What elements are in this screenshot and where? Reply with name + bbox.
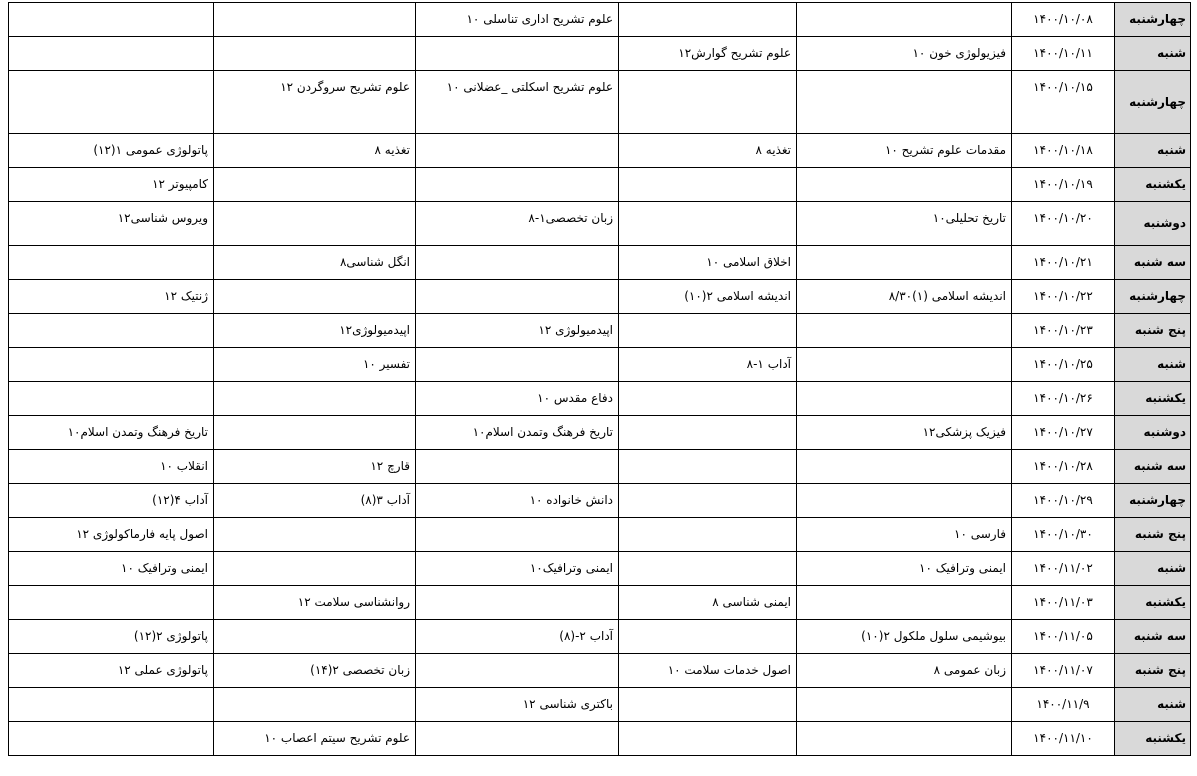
course-cell: علوم تشریح اداری تناسلی ۱۰	[416, 3, 619, 37]
table-row	[9, 450, 1191, 484]
course-cell: ژنتیک ۱۲	[9, 280, 214, 314]
course-cell	[214, 518, 416, 552]
table-row	[9, 654, 1191, 688]
course-cell	[797, 722, 1012, 756]
weekday-cell: چهارشنبه	[1115, 3, 1191, 37]
weekday-cell: یکشنبه	[1115, 168, 1191, 202]
course-cell	[9, 348, 214, 382]
table-row	[9, 37, 1191, 71]
course-cell	[619, 416, 797, 450]
course-cell	[619, 688, 797, 722]
course-cell: فیزیک پزشکی۱۲	[797, 416, 1012, 450]
course-cell	[797, 348, 1012, 382]
date-cell: ۱۴۰۰/۱۰/۳۰	[1012, 518, 1115, 552]
table-row	[9, 620, 1191, 654]
course-cell	[416, 586, 619, 620]
table-row	[9, 3, 1191, 37]
course-cell: قارچ ۱۲	[214, 450, 416, 484]
course-cell	[416, 134, 619, 168]
table-row	[9, 168, 1191, 202]
course-cell	[619, 518, 797, 552]
course-cell	[9, 722, 214, 756]
course-cell: علوم تشریح سروگردن ۱۲	[214, 71, 416, 134]
course-cell	[416, 246, 619, 280]
weekday-cell: یکشنبه	[1115, 382, 1191, 416]
weekday-cell: شنبه	[1115, 37, 1191, 71]
course-cell: علوم تشریح گوارش۱۲	[619, 37, 797, 71]
weekday-cell: یکشنبه	[1115, 722, 1191, 756]
table-row	[9, 382, 1191, 416]
course-cell: فارسی ۱۰	[797, 518, 1012, 552]
course-cell	[619, 71, 797, 134]
course-cell	[797, 71, 1012, 134]
course-cell: پاتولوژی ۲(۱۲)	[9, 620, 214, 654]
course-cell: آداب ۱-۸	[619, 348, 797, 382]
course-cell	[9, 71, 214, 134]
date-cell: ۱۴۰۰/۱۱/۰۳	[1012, 586, 1115, 620]
date-cell: ۱۴۰۰/۱۰/۲۲	[1012, 280, 1115, 314]
course-cell	[416, 654, 619, 688]
date-cell: ۱۴۰۰/۱۰/۲۹	[1012, 484, 1115, 518]
weekday-cell: پنج شنبه	[1115, 518, 1191, 552]
course-cell: ویروس شناسی۱۲	[9, 202, 214, 246]
course-cell	[416, 280, 619, 314]
course-cell	[619, 722, 797, 756]
course-cell: تغذیه ۸	[619, 134, 797, 168]
course-cell	[619, 382, 797, 416]
weekday-cell: دوشنبه	[1115, 416, 1191, 450]
course-cell: دفاع مقدس ۱۰	[416, 382, 619, 416]
weekday-cell: شنبه	[1115, 552, 1191, 586]
course-cell	[214, 202, 416, 246]
course-cell: فیزیولوژی خون ۱۰	[797, 37, 1012, 71]
weekday-cell: سه شنبه	[1115, 450, 1191, 484]
course-cell: مقدمات علوم تشریح ۱۰	[797, 134, 1012, 168]
course-cell	[797, 314, 1012, 348]
course-cell	[416, 518, 619, 552]
course-cell: علوم تشریح اسکلتی _عضلانی ۱۰	[416, 71, 619, 134]
weekday-cell: چهارشنبه	[1115, 484, 1191, 518]
course-cell: ایمنی وترافیک ۱۰	[797, 552, 1012, 586]
weekday-cell: چهارشنبه	[1115, 280, 1191, 314]
course-cell	[416, 37, 619, 71]
course-cell: تفسیر ۱۰	[214, 348, 416, 382]
weekday-cell: شنبه	[1115, 348, 1191, 382]
course-cell	[619, 620, 797, 654]
course-cell	[619, 314, 797, 348]
table-row	[9, 586, 1191, 620]
course-cell: اصول پایه فارماکولوژی ۱۲	[9, 518, 214, 552]
course-cell: تاریخ فرهنگ وتمدن اسلام۱۰	[416, 416, 619, 450]
course-cell: روانشناسی سلامت ۱۲	[214, 586, 416, 620]
course-cell: اپیدمیولوژی۱۲	[214, 314, 416, 348]
date-cell: ۱۴۰۰/۱۱/۹	[1012, 688, 1115, 722]
table-row	[9, 688, 1191, 722]
course-cell: انگل شناسی۸	[214, 246, 416, 280]
table-row	[9, 416, 1191, 450]
course-cell: علوم تشریح سیتم اعصاب ۱۰	[214, 722, 416, 756]
course-cell: اخلاق اسلامی ۱۰	[619, 246, 797, 280]
course-cell	[214, 280, 416, 314]
date-cell: ۱۴۰۰/۱۰/۲۵	[1012, 348, 1115, 382]
date-cell: ۱۴۰۰/۱۰/۲۸	[1012, 450, 1115, 484]
weekday-cell: سه شنبه	[1115, 246, 1191, 280]
course-cell: کامپیوتر ۱۲	[9, 168, 214, 202]
course-cell	[619, 484, 797, 518]
schedule-body	[9, 3, 1191, 756]
course-cell: ایمنی وترافیک ۱۰	[9, 552, 214, 586]
course-cell: اندیشه اسلامی (۱)۸/۳۰	[797, 280, 1012, 314]
course-cell	[619, 552, 797, 586]
course-cell: پاتولوژی عملی ۱۲	[9, 654, 214, 688]
course-cell: اصول خدمات سلامت ۱۰	[619, 654, 797, 688]
course-cell	[416, 722, 619, 756]
course-cell: زبان عمومی ۸	[797, 654, 1012, 688]
course-cell	[9, 3, 214, 37]
weekday-cell: چهارشنبه	[1115, 71, 1191, 134]
weekday-cell: پنج شنبه	[1115, 314, 1191, 348]
date-cell: ۱۴۰۰/۱۱/۱۰	[1012, 722, 1115, 756]
schedule-table	[8, 2, 1191, 756]
course-cell: بیوشیمی سلول ملکول ۲(۱۰)	[797, 620, 1012, 654]
course-cell	[619, 450, 797, 484]
course-cell	[9, 314, 214, 348]
course-cell: تاریخ فرهنگ وتمدن اسلام۱۰	[9, 416, 214, 450]
course-cell: زبان تخصصی۱-۸	[416, 202, 619, 246]
course-cell: آداب ۲-(۸)	[416, 620, 619, 654]
table-row	[9, 280, 1191, 314]
table-row	[9, 246, 1191, 280]
course-cell	[9, 246, 214, 280]
date-cell: ۱۴۰۰/۱۱/۰۷	[1012, 654, 1115, 688]
table-row	[9, 518, 1191, 552]
course-cell	[214, 416, 416, 450]
course-cell	[797, 688, 1012, 722]
course-cell: انقلاب ۱۰	[9, 450, 214, 484]
course-cell	[214, 552, 416, 586]
course-cell	[797, 246, 1012, 280]
course-cell: ایمنی شناسی ۸	[619, 586, 797, 620]
table-row	[9, 348, 1191, 382]
date-cell: ۱۴۰۰/۱۰/۱۹	[1012, 168, 1115, 202]
course-cell	[619, 3, 797, 37]
course-cell	[9, 586, 214, 620]
course-cell: ایمنی وترافیک۱۰	[416, 552, 619, 586]
course-cell	[214, 688, 416, 722]
course-cell	[797, 484, 1012, 518]
table-row	[9, 71, 1191, 134]
weekday-cell: دوشنبه	[1115, 202, 1191, 246]
date-cell: ۱۴۰۰/۱۰/۱۱	[1012, 37, 1115, 71]
course-cell	[214, 3, 416, 37]
course-cell	[416, 348, 619, 382]
table-row	[9, 484, 1191, 518]
date-cell: ۱۴۰۰/۱۰/۰۸	[1012, 3, 1115, 37]
course-cell	[619, 168, 797, 202]
date-cell: ۱۴۰۰/۱۰/۲۱	[1012, 246, 1115, 280]
course-cell	[214, 37, 416, 71]
date-cell: ۱۴۰۰/۱۰/۱۵	[1012, 71, 1115, 134]
course-cell: زبان تخصصی ۲(۱۴)	[214, 654, 416, 688]
date-cell: ۱۴۰۰/۱۱/۰۵	[1012, 620, 1115, 654]
course-cell: تاریخ تحلیلی۱۰	[797, 202, 1012, 246]
course-cell: پاتولوژی عمومی ۱(۱۲)	[9, 134, 214, 168]
date-cell: ۱۴۰۰/۱۰/۲۳	[1012, 314, 1115, 348]
course-cell: آداب ۳(۸)	[214, 484, 416, 518]
weekday-cell: شنبه	[1115, 134, 1191, 168]
date-cell: ۱۴۰۰/۱۰/۲۷	[1012, 416, 1115, 450]
course-cell	[214, 168, 416, 202]
course-cell	[416, 450, 619, 484]
course-cell	[416, 168, 619, 202]
table-row	[9, 314, 1191, 348]
course-cell	[214, 382, 416, 416]
course-cell	[797, 586, 1012, 620]
course-cell	[619, 202, 797, 246]
course-cell: اپیدمیولوژی ۱۲	[416, 314, 619, 348]
date-cell: ۱۴۰۰/۱۱/۰۲	[1012, 552, 1115, 586]
weekday-cell: یکشنبه	[1115, 586, 1191, 620]
course-cell: تغذیه ۸	[214, 134, 416, 168]
course-cell	[797, 450, 1012, 484]
course-cell	[9, 688, 214, 722]
course-cell	[214, 620, 416, 654]
weekday-cell: شنبه	[1115, 688, 1191, 722]
weekday-cell: پنج شنبه	[1115, 654, 1191, 688]
course-cell	[9, 382, 214, 416]
table-row	[9, 552, 1191, 586]
date-cell: ۱۴۰۰/۱۰/۱۸	[1012, 134, 1115, 168]
date-cell: ۱۴۰۰/۱۰/۲۰	[1012, 202, 1115, 246]
course-cell	[797, 382, 1012, 416]
course-cell: باکتری شناسی ۱۲	[416, 688, 619, 722]
course-cell	[797, 3, 1012, 37]
weekday-cell: سه شنبه	[1115, 620, 1191, 654]
course-cell	[9, 37, 214, 71]
date-cell: ۱۴۰۰/۱۰/۲۶	[1012, 382, 1115, 416]
course-cell: اندیشه اسلامی ۲(۱۰)	[619, 280, 797, 314]
course-cell	[797, 168, 1012, 202]
course-cell: آداب ۴(۱۲)	[9, 484, 214, 518]
table-row	[9, 134, 1191, 168]
table-row	[9, 202, 1191, 246]
table-row	[9, 722, 1191, 756]
course-cell: دانش خانواده ۱۰	[416, 484, 619, 518]
